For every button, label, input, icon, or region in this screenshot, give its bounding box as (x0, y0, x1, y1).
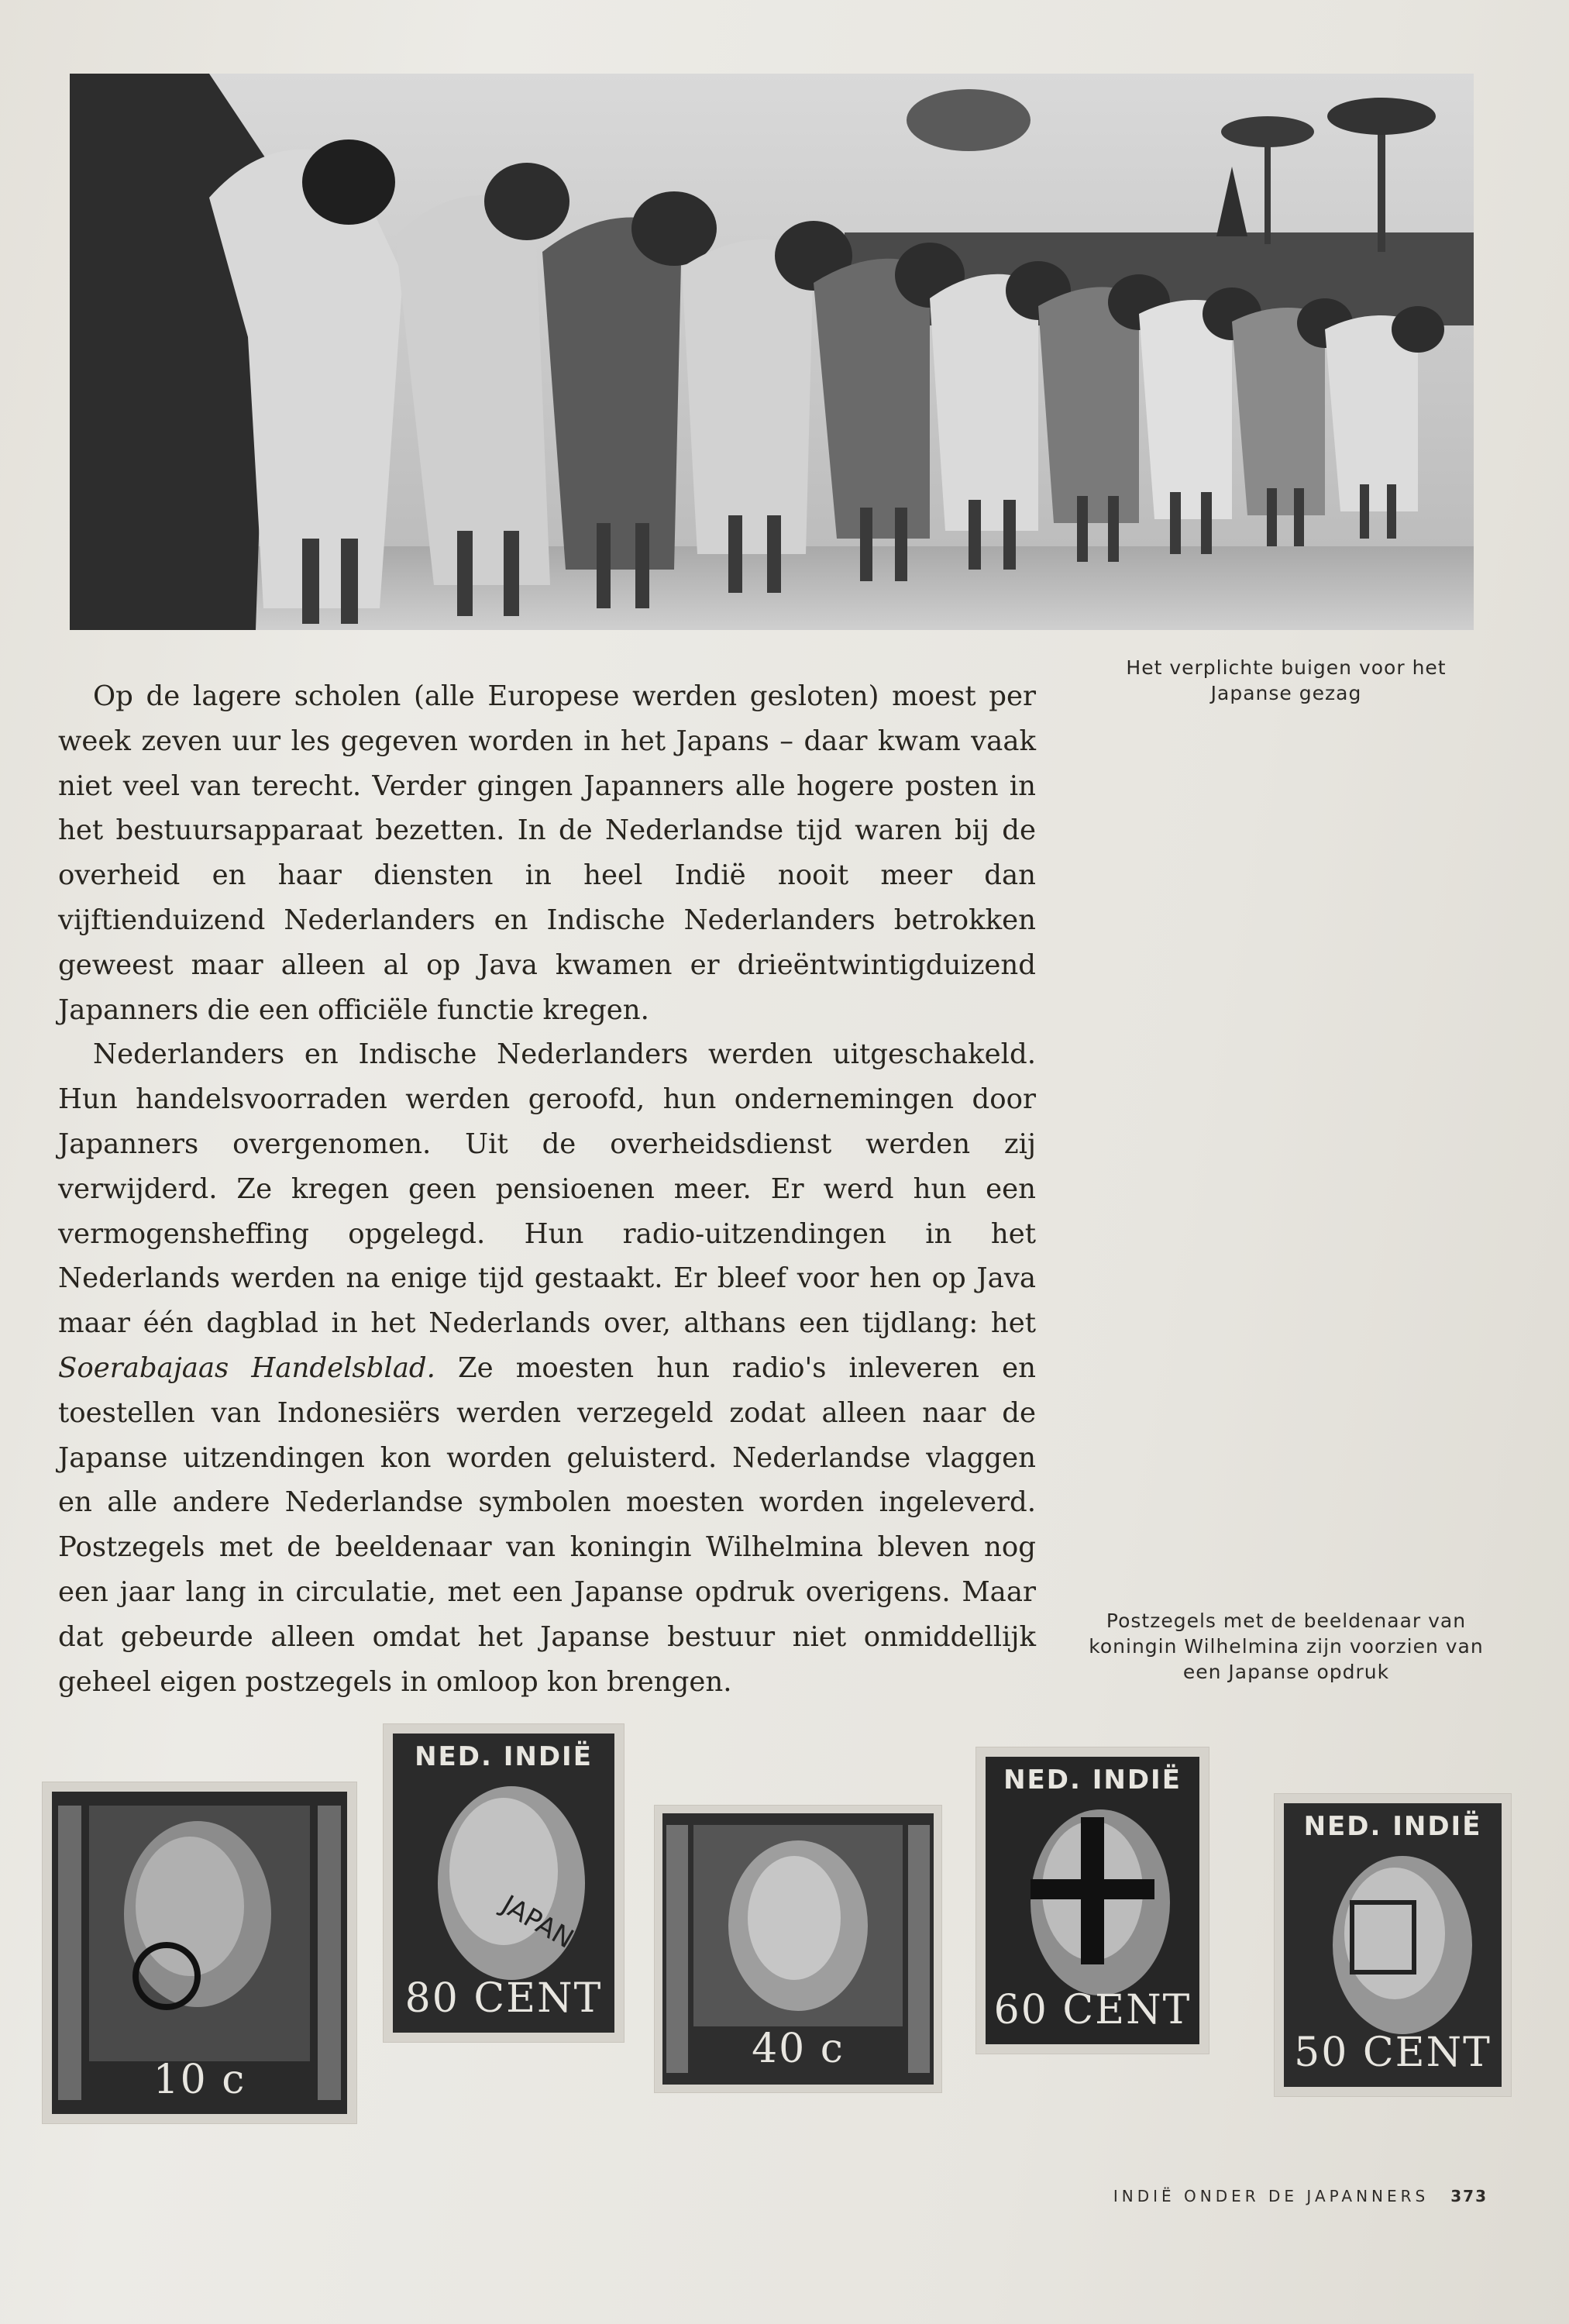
stamp-value: 80 CENT (404, 1975, 603, 2022)
svg-text:JAPAN: JAPAN (496, 1889, 579, 1955)
stamp-5 (1275, 1794, 1511, 2096)
newspaper-title: Soerabajaas Handelsblad. (58, 1351, 435, 1384)
photo-image (70, 74, 1474, 630)
paragraph-text: Nederlanders en Indische Nederlanders werden uitgeschakeld. Hun handelsvoorraden werden geroofd, hun ondernemingen door Japanners overgenomen. Uit de overheidsdienst werden zij verwijderd. Ze kregen geen pensioenen meer. Er werd hun een vermogensheffing opgelegd. Hun radio-uitzendingen in het Nederlands werden na enige tijd gestaakt. Er bleef voor hen op Java maar één dagblad in het Nederlands over, althans een tijdlang: het (58, 1038, 1036, 1340)
paragraph (58, 1032, 1036, 1704)
paragraph-text: Ze moesten hun radio's inleveren en toestellen van Indonesiërs werden verzegeld zodat alleen naar de Japanse uitzendingen kon worden geluisterd. Nederlandse vlaggen en alle andere Nederlandse symbolen moesten worden ingeleverd. Postzegels met de beeldenaar van koningin Wilhelmina bleven nog een jaar lang in circulatie, met een Japanse opdruk overigens. Maar dat gebeurde alleen omdat het Japanse bestuur niet onmiddellijk geheel eigen postzegels in omloop kon brengen. (58, 1351, 1036, 1698)
page-footer (1061, 2187, 1488, 2205)
stamp-2 (384, 1724, 624, 2042)
stamp-1 (43, 1782, 356, 2123)
paragraph: Op de lagere scholen (alle Europese werden gesloten) moest per week zeven uur les gegeven worden in het Japans – daar kwam vaak niet veel van terecht. Verder gingen Japanners alle hogere posten in het bestuursapparaat bezetten. In de Nederlandse tijd waren bij de overheid en haar diensten in heel Indië nooit meer dan vijftienduizend Nederlanders en Indische Nederlanders betrokken geweest maar alleen al op Java kwamen er drieëntwintigduizend Japanners die een officiële functie kregen. (58, 680, 1036, 1026)
photo-bowing-people (70, 74, 1474, 630)
stamp-value: 50 CENT (1294, 2030, 1492, 2076)
stamp-country: NED. INDIË (1003, 1765, 1182, 1796)
stamp-country: NED. INDIË (415, 1741, 593, 1772)
photo-caption: Het verplichte buigen voor het Japanse gezag (1126, 656, 1447, 704)
stamp-value: 40 c (752, 2026, 845, 2072)
stamp-value: 10 c (153, 2057, 246, 2103)
body-text (58, 674, 1036, 1704)
page-number: 373 (1450, 2187, 1488, 2205)
stamp-4 (976, 1747, 1209, 2054)
stamps-caption: Postzegels met de beeldenaar van koningin Wilhelmina zijn voorzien van een Japanse opdruk (1089, 1610, 1484, 1683)
stamp-value: 60 CENT (993, 1987, 1192, 2033)
stamp-3 (655, 1806, 941, 2092)
running-footer: INDIË ONDER DE JAPANNERS (1113, 2187, 1430, 2205)
stamp-country: NED. INDIË (1303, 1811, 1482, 1842)
